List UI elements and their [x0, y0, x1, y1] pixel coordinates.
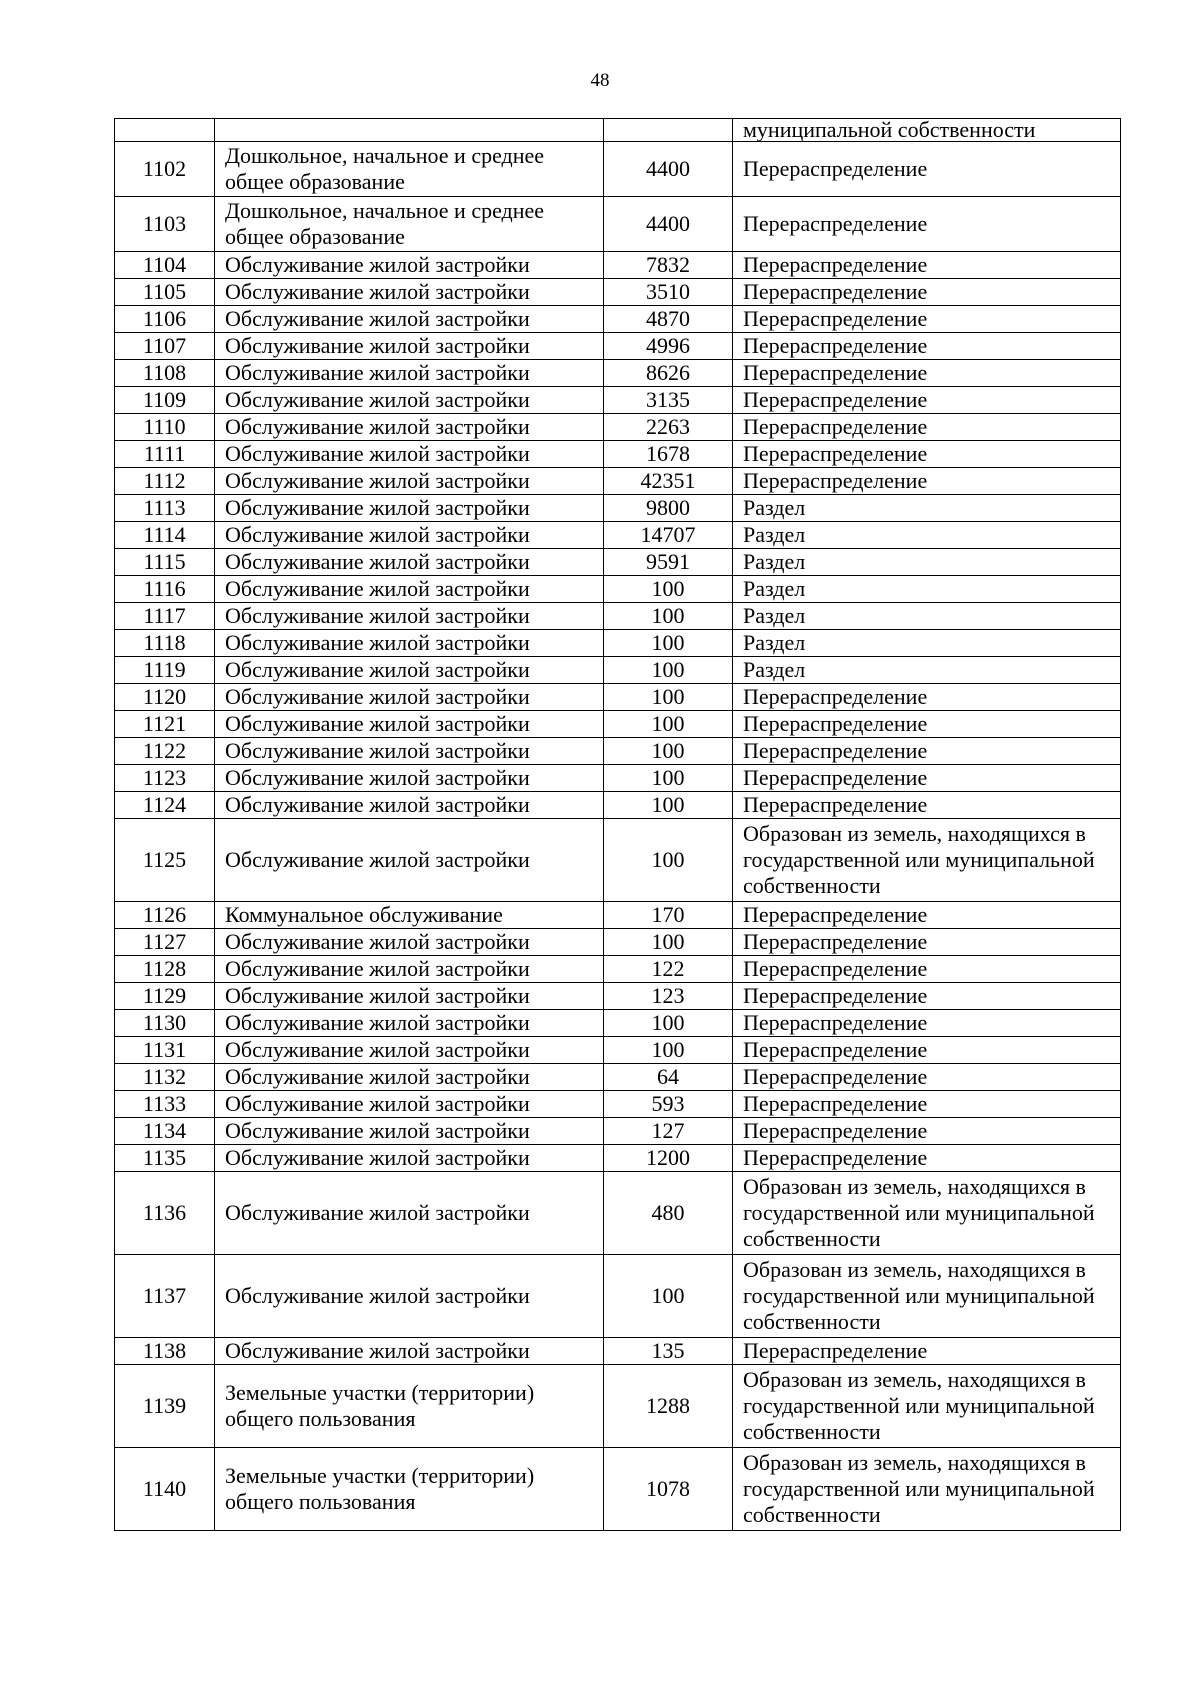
cell-area: 170: [604, 902, 733, 929]
cell-number: 1107: [115, 333, 215, 360]
cell-number: 1130: [115, 1010, 215, 1037]
cell-use: Обслуживание жилой застройки: [215, 1091, 604, 1118]
table-row: [115, 1037, 1121, 1064]
table-row: [115, 711, 1121, 738]
cell-area: 100: [604, 630, 733, 657]
cell-basis: Перераспределение: [733, 1338, 1121, 1365]
cell-basis: Перераспределение: [733, 441, 1121, 468]
cell-basis: Раздел: [733, 630, 1121, 657]
cell-basis: Перераспределение: [733, 765, 1121, 792]
table-body: [115, 119, 1121, 1531]
cell-area: 1078: [604, 1448, 733, 1531]
cell-basis: Образован из земель, находящихся в государственной или муниципальной собственности: [733, 819, 1121, 902]
cell-number: 1115: [115, 549, 215, 576]
cell-area: 64: [604, 1064, 733, 1091]
cell-number: 1127: [115, 929, 215, 956]
cell-number: 1136: [115, 1172, 215, 1255]
land-plots-table: [114, 118, 1121, 1531]
cell-area: 135: [604, 1338, 733, 1365]
cell-use: Обслуживание жилой застройки: [215, 792, 604, 819]
cell-basis: Перераспределение: [733, 387, 1121, 414]
cell-basis: Раздел: [733, 576, 1121, 603]
cell-number: 1113: [115, 495, 215, 522]
cell-use: Обслуживание жилой застройки: [215, 1172, 604, 1255]
table-row: [115, 929, 1121, 956]
cell-use: Обслуживание жилой застройки: [215, 495, 604, 522]
cell-use: Дошкольное, начальное и среднее общее образование: [215, 197, 604, 252]
cell-basis: Раздел: [733, 657, 1121, 684]
cell-use: [215, 119, 604, 142]
cell-area: 593: [604, 1091, 733, 1118]
cell-number: 1116: [115, 576, 215, 603]
cell-area: 2263: [604, 414, 733, 441]
cell-area: 100: [604, 1255, 733, 1338]
cell-basis: Перераспределение: [733, 1064, 1121, 1091]
cell-basis: Перераспределение: [733, 956, 1121, 983]
table-row: [115, 360, 1121, 387]
continuation-row: [115, 119, 1121, 142]
cell-area: 100: [604, 738, 733, 765]
cell-number: 1120: [115, 684, 215, 711]
cell-area: 122: [604, 956, 733, 983]
cell-use: Обслуживание жилой застройки: [215, 765, 604, 792]
cell-basis: муниципальной собственности: [733, 119, 1121, 142]
cell-basis: Образован из земель, находящихся в государственной или муниципальной собственности: [733, 1172, 1121, 1255]
cell-number: 1112: [115, 468, 215, 495]
table-row: [115, 902, 1121, 929]
cell-use: Обслуживание жилой застройки: [215, 252, 604, 279]
cell-area: 480: [604, 1172, 733, 1255]
cell-number: 1133: [115, 1091, 215, 1118]
table-row: [115, 684, 1121, 711]
cell-area: 7832: [604, 252, 733, 279]
cell-use: Обслуживание жилой застройки: [215, 549, 604, 576]
cell-number: 1126: [115, 902, 215, 929]
cell-number: 1132: [115, 1064, 215, 1091]
cell-area: 100: [604, 819, 733, 902]
page-number: 48: [590, 70, 610, 91]
cell-basis: Перераспределение: [733, 929, 1121, 956]
cell-basis: Раздел: [733, 495, 1121, 522]
cell-basis: Перераспределение: [733, 333, 1121, 360]
table-row: [115, 197, 1121, 252]
cell-number: 1108: [115, 360, 215, 387]
table-row: [115, 1064, 1121, 1091]
cell-basis: Перераспределение: [733, 1118, 1121, 1145]
table-row: [115, 387, 1121, 414]
cell-basis: Перераспределение: [733, 252, 1121, 279]
cell-use: Земельные участки (территории) общего пользования: [215, 1448, 604, 1531]
cell-area: 100: [604, 657, 733, 684]
cell-number: 1104: [115, 252, 215, 279]
cell-use: Обслуживание жилой застройки: [215, 738, 604, 765]
cell-area: [604, 119, 733, 142]
table-row: [115, 522, 1121, 549]
table-row: [115, 765, 1121, 792]
cell-use: Земельные участки (территории) общего пользования: [215, 1365, 604, 1448]
cell-number: 1105: [115, 279, 215, 306]
cell-number: 1140: [115, 1448, 215, 1531]
cell-use: Обслуживание жилой застройки: [215, 603, 604, 630]
table-row: [115, 441, 1121, 468]
cell-area: 100: [604, 1010, 733, 1037]
cell-basis: Перераспределение: [733, 1145, 1121, 1172]
table-row: [115, 549, 1121, 576]
cell-use: Обслуживание жилой застройки: [215, 929, 604, 956]
cell-number: 1117: [115, 603, 215, 630]
table-row: [115, 792, 1121, 819]
cell-use: Обслуживание жилой застройки: [215, 956, 604, 983]
cell-number: 1135: [115, 1145, 215, 1172]
cell-area: 4400: [604, 197, 733, 252]
cell-number: 1111: [115, 441, 215, 468]
cell-basis: Перераспределение: [733, 792, 1121, 819]
table-row: [115, 738, 1121, 765]
table-row: [115, 576, 1121, 603]
cell-area: 100: [604, 929, 733, 956]
table-row: [115, 333, 1121, 360]
cell-basis: Перераспределение: [733, 1010, 1121, 1037]
cell-area: 100: [604, 684, 733, 711]
cell-area: 1678: [604, 441, 733, 468]
cell-number: 1122: [115, 738, 215, 765]
cell-area: 100: [604, 792, 733, 819]
cell-area: 9800: [604, 495, 733, 522]
table-row: [115, 956, 1121, 983]
cell-use: Обслуживание жилой застройки: [215, 1118, 604, 1145]
table-row: [115, 983, 1121, 1010]
table-row: [115, 630, 1121, 657]
cell-number: 1102: [115, 142, 215, 197]
cell-basis: Перераспределение: [733, 902, 1121, 929]
cell-use: Обслуживание жилой застройки: [215, 360, 604, 387]
table-row: [115, 603, 1121, 630]
cell-area: 100: [604, 711, 733, 738]
cell-use: Обслуживание жилой застройки: [215, 1338, 604, 1365]
cell-number: 1114: [115, 522, 215, 549]
cell-number: 1110: [115, 414, 215, 441]
cell-number: [115, 119, 215, 142]
cell-area: 1288: [604, 1365, 733, 1448]
table-row: [115, 1338, 1121, 1365]
cell-basis: Перераспределение: [733, 306, 1121, 333]
cell-number: 1129: [115, 983, 215, 1010]
cell-basis: Перераспределение: [733, 1091, 1121, 1118]
cell-number: 1137: [115, 1255, 215, 1338]
cell-use: Обслуживание жилой застройки: [215, 441, 604, 468]
cell-area: 123: [604, 983, 733, 1010]
cell-area: 100: [604, 576, 733, 603]
cell-number: 1139: [115, 1365, 215, 1448]
cell-use: Обслуживание жилой застройки: [215, 1255, 604, 1338]
table-row: [115, 1448, 1121, 1531]
cell-area: 100: [604, 603, 733, 630]
cell-area: 4870: [604, 306, 733, 333]
cell-number: 1125: [115, 819, 215, 902]
cell-number: 1123: [115, 765, 215, 792]
table-row: [115, 279, 1121, 306]
cell-basis: Образован из земель, находящихся в государственной или муниципальной собственности: [733, 1255, 1121, 1338]
table-row: [115, 1145, 1121, 1172]
cell-use: Обслуживание жилой застройки: [215, 279, 604, 306]
cell-area: 100: [604, 765, 733, 792]
cell-use: Обслуживание жилой застройки: [215, 1010, 604, 1037]
cell-area: 8626: [604, 360, 733, 387]
cell-number: 1131: [115, 1037, 215, 1064]
cell-number: 1119: [115, 657, 215, 684]
cell-area: 100: [604, 1037, 733, 1064]
cell-area: 1200: [604, 1145, 733, 1172]
cell-use: Обслуживание жилой застройки: [215, 657, 604, 684]
cell-use: Обслуживание жилой застройки: [215, 1037, 604, 1064]
cell-area: 127: [604, 1118, 733, 1145]
cell-use: Коммунальное обслуживание: [215, 902, 604, 929]
table-row: [115, 495, 1121, 522]
cell-area: 42351: [604, 468, 733, 495]
table-row: [115, 252, 1121, 279]
cell-number: 1109: [115, 387, 215, 414]
table-row: [115, 1365, 1121, 1448]
cell-use: Обслуживание жилой застройки: [215, 684, 604, 711]
table-row: [115, 1118, 1121, 1145]
cell-number: 1103: [115, 197, 215, 252]
cell-area: 3510: [604, 279, 733, 306]
cell-use: Обслуживание жилой застройки: [215, 819, 604, 902]
cell-number: 1138: [115, 1338, 215, 1365]
cell-use: Обслуживание жилой застройки: [215, 1145, 604, 1172]
cell-use: Обслуживание жилой застройки: [215, 1064, 604, 1091]
cell-number: 1128: [115, 956, 215, 983]
table-row: [115, 414, 1121, 441]
cell-basis: Перераспределение: [733, 279, 1121, 306]
cell-area: 9591: [604, 549, 733, 576]
cell-basis: Перераспределение: [733, 738, 1121, 765]
cell-basis: Перераспределение: [733, 414, 1121, 441]
table-row: [115, 657, 1121, 684]
table-row: [115, 468, 1121, 495]
cell-use: Обслуживание жилой застройки: [215, 983, 604, 1010]
cell-basis: Перераспределение: [733, 468, 1121, 495]
cell-number: 1106: [115, 306, 215, 333]
cell-basis: Перераспределение: [733, 1037, 1121, 1064]
cell-basis: Перераспределение: [733, 684, 1121, 711]
cell-area: 3135: [604, 387, 733, 414]
cell-use: Обслуживание жилой застройки: [215, 306, 604, 333]
cell-number: 1124: [115, 792, 215, 819]
cell-use: Обслуживание жилой застройки: [215, 387, 604, 414]
cell-use: Обслуживание жилой застройки: [215, 522, 604, 549]
cell-basis: Раздел: [733, 522, 1121, 549]
cell-basis: Раздел: [733, 603, 1121, 630]
cell-basis: Перераспределение: [733, 197, 1121, 252]
table-row: [115, 1091, 1121, 1118]
cell-number: 1118: [115, 630, 215, 657]
cell-basis: Перераспределение: [733, 983, 1121, 1010]
cell-basis: Образован из земель, находящихся в государственной или муниципальной собственности: [733, 1365, 1121, 1448]
cell-use: Дошкольное, начальное и среднее общее образование: [215, 142, 604, 197]
cell-basis: Перераспределение: [733, 711, 1121, 738]
table-row: [115, 1010, 1121, 1037]
cell-use: Обслуживание жилой застройки: [215, 630, 604, 657]
cell-use: Обслуживание жилой застройки: [215, 468, 604, 495]
cell-use: Обслуживание жилой застройки: [215, 711, 604, 738]
cell-area: 4400: [604, 142, 733, 197]
cell-area: 4996: [604, 333, 733, 360]
cell-basis: Перераспределение: [733, 142, 1121, 197]
table-row: [115, 819, 1121, 902]
cell-area: 14707: [604, 522, 733, 549]
cell-basis: Раздел: [733, 549, 1121, 576]
table-row: [115, 1172, 1121, 1255]
cell-use: Обслуживание жилой застройки: [215, 333, 604, 360]
cell-basis: Перераспределение: [733, 360, 1121, 387]
cell-number: 1134: [115, 1118, 215, 1145]
table-row: [115, 142, 1121, 197]
cell-number: 1121: [115, 711, 215, 738]
table-row: [115, 1255, 1121, 1338]
cell-basis: Образован из земель, находящихся в государственной или муниципальной собственности: [733, 1448, 1121, 1531]
table-row: [115, 306, 1121, 333]
cell-use: Обслуживание жилой застройки: [215, 414, 604, 441]
cell-use: Обслуживание жилой застройки: [215, 576, 604, 603]
